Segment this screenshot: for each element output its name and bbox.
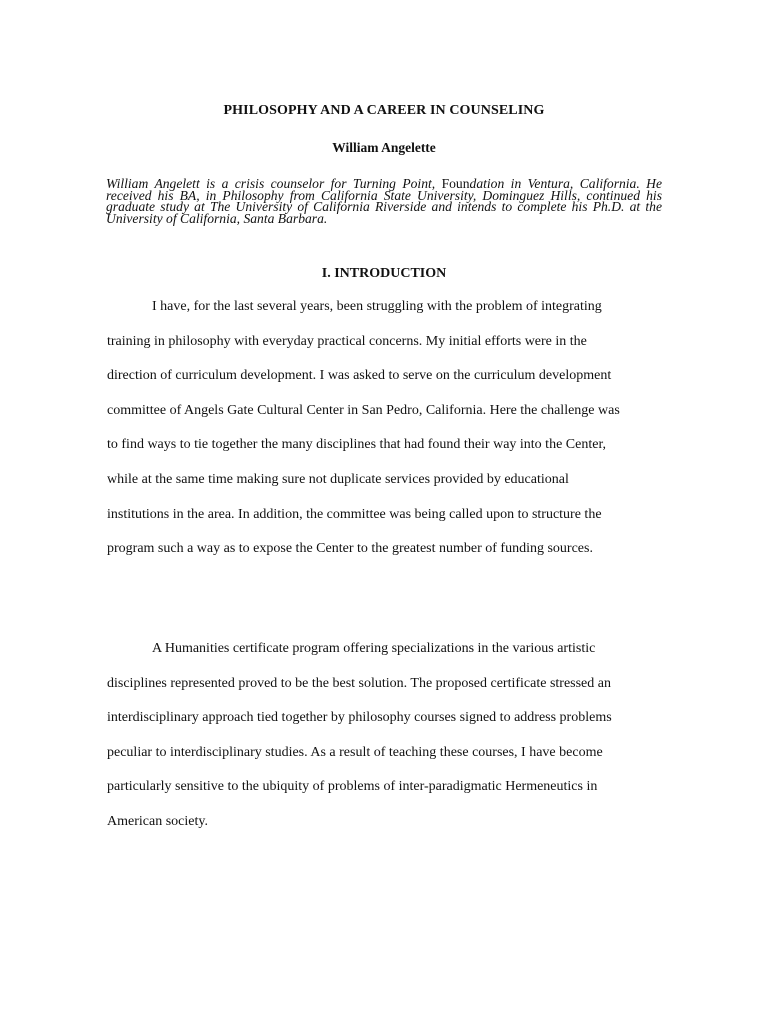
paragraph-line: particularly sensitive to the ubiquity of problems of inter-paradigmatic Hermeneutics in [107,779,598,795]
paragraph-line: I have, for the last several years, been struggling with the problem of integrating [152,299,602,314]
paragraph-line: disciplines represented proved to be the best solution. The proposed certificate stressed an [107,675,611,691]
section-heading-introduction: I. INTRODUCTION [321,266,447,281]
bio-text-part2: Foun [441,176,470,191]
document-title: PHILOSOPHY AND A CAREER IN COUNSELING [223,103,545,118]
paragraph-2 [107,632,663,840]
bio-text-part1: William Angelett is a crisis counselor for Turning Point, [106,176,442,191]
paragraph-line: training in philosophy with everyday practical concerns. My initial efforts were in the [107,333,587,349]
paragraph-line: committee of Angels Gate Cultural Center in San Pedro, California. Here the challenge was [107,402,620,418]
paragraph-line: peculiar to interdisciplinary studies. As a result of teaching these courses, I have become [107,744,603,760]
author-bio [106,178,662,224]
paragraph-line: program such a way as to expose the Center to the greatest number of funding sources. [107,541,593,557]
paragraph-line: while at the same time making sure not duplicate services provided by educational [107,471,569,487]
paragraph-line: direction of curriculum development. I was asked to serve on the curriculum development [107,368,612,384]
paragraph-1 [107,290,663,567]
paragraph-line: institutions in the area. In addition, the committee was being called upon to structure the [107,506,602,522]
author-name: William Angelette [332,140,436,155]
paragraph-line: interdisciplinary approach tied together by philosophy courses signed to address problems [107,710,612,726]
paragraph-line: to find ways to tie together the many disciplines that had found their way into the Center, [107,437,607,453]
paragraph-line: A Humanities certificate program offering specializations in the various artistic [152,641,596,656]
paragraph-line: American society. [107,813,208,829]
bio-text-part3: dation in Ventura, California. He received his BA, in Philosophy from California State University, Dominguez Hills, continued his graduate study at The University of California Riverside and intends to complete his Ph.D. at the University of California, Santa Barbara. [106,176,662,226]
